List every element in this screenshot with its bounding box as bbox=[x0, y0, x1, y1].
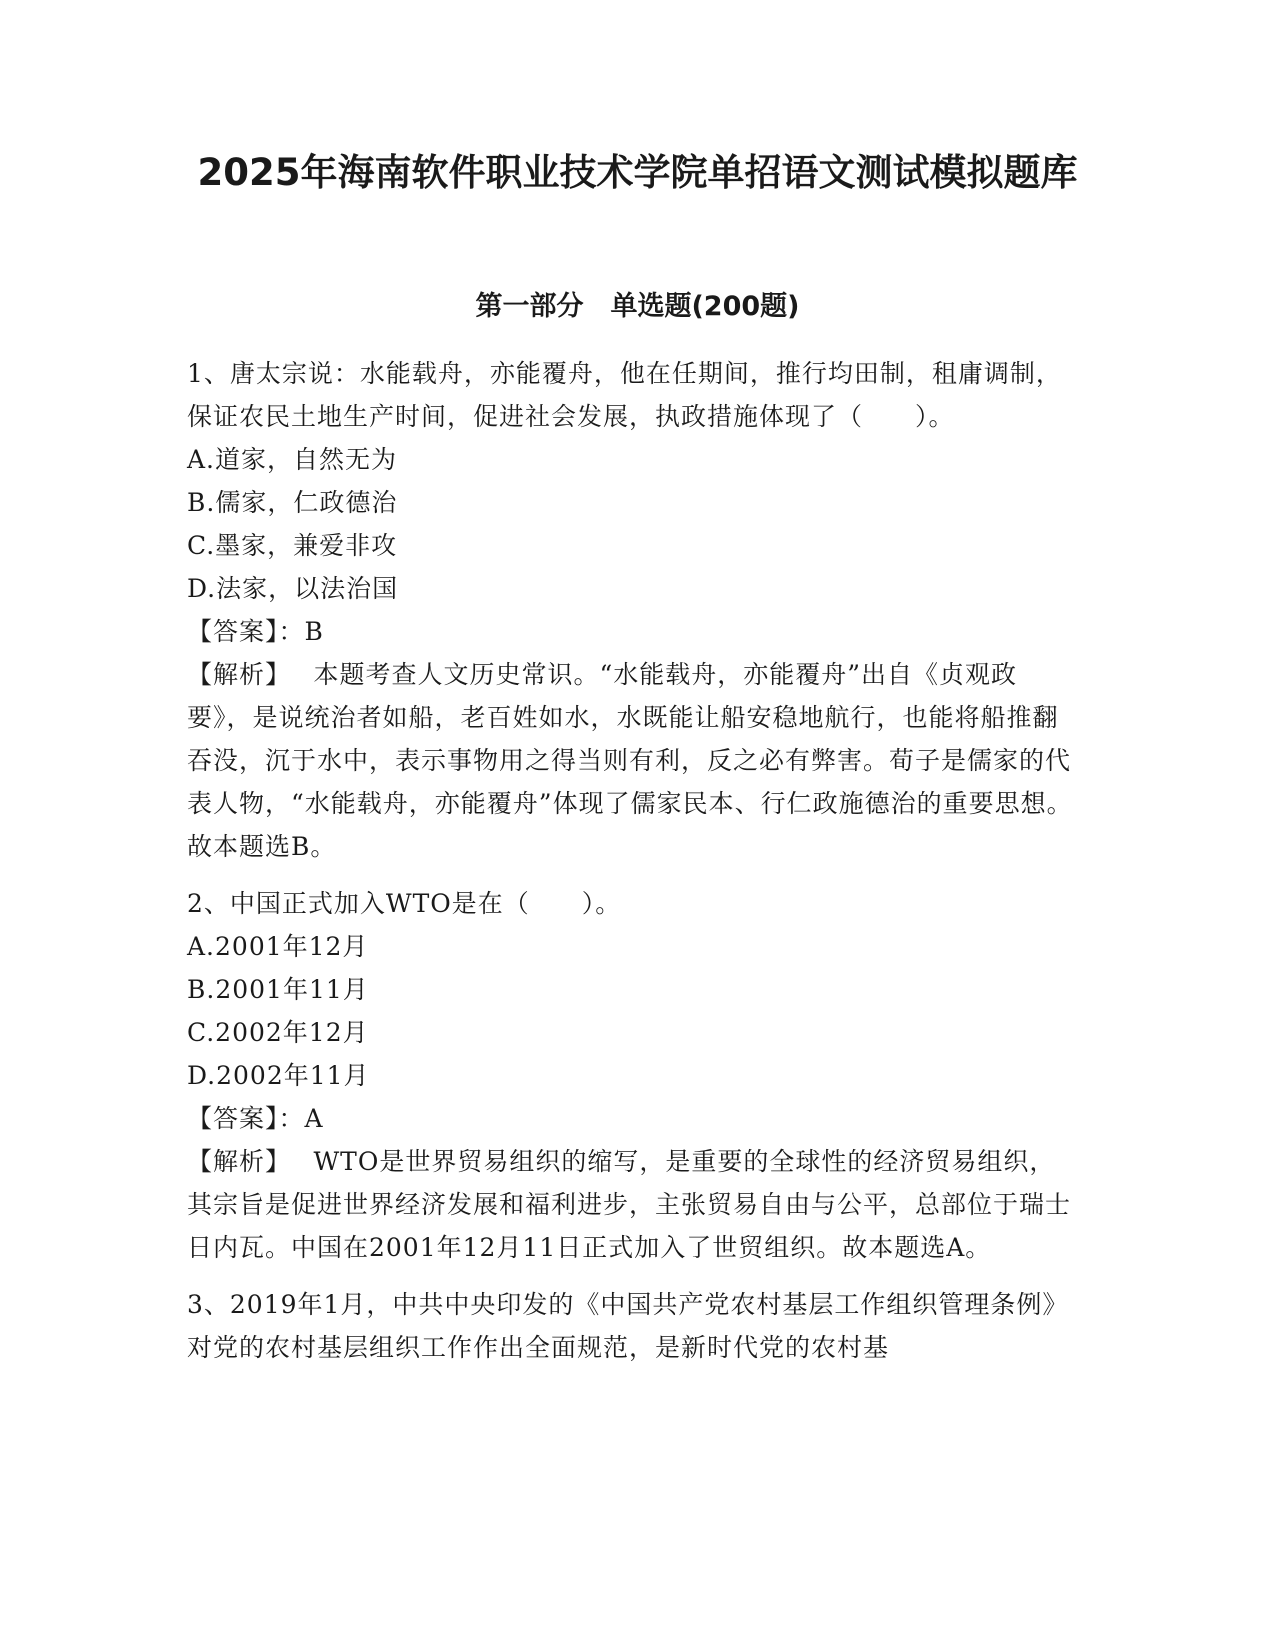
option-c: C.2002年12月 bbox=[187, 1018, 369, 1047]
option-d: D.2002年11月 bbox=[187, 1061, 370, 1090]
question-1 bbox=[187, 352, 1077, 868]
question-3 bbox=[187, 1283, 1077, 1369]
option-b: B.儒家，仁政德治 bbox=[187, 488, 398, 517]
section-title: 第一部分 单选题(200题) bbox=[475, 291, 800, 322]
option-b: B.2001年11月 bbox=[187, 975, 369, 1004]
answer-label: 【答案】： bbox=[187, 1104, 305, 1133]
analysis-text: WTO是世界贸易组织的缩写，是重要的全球性的经济贸易组织，其宗旨是促进世界经济发展和福利进步，主张贸易自由与公平，总部位于瑞士日内瓦。中国在2001年12月11日正式加入了世贸组织。故本题选A。 bbox=[187, 1147, 1072, 1262]
option-d: D.法家，以法治国 bbox=[187, 574, 399, 603]
document-title: 2025年海南软件职业技术学院单招语文测试模拟题库 bbox=[197, 151, 1078, 194]
analysis-label: 【解析】 bbox=[187, 1147, 279, 1176]
option-a: A.2001年12月 bbox=[187, 932, 369, 961]
question-stem: 2、中国正式加入WTO是在（ ）。 bbox=[187, 889, 622, 918]
analysis-paragraph bbox=[187, 1140, 1077, 1269]
answer-value: B bbox=[304, 617, 324, 646]
answer-label: 【答案】： bbox=[187, 617, 305, 646]
answer-value: A bbox=[304, 1104, 324, 1133]
analysis-text: 本题考查人文历史常识。“水能载舟，亦能覆舟”出自《贞观政要》，是说统治者如船，老百姓如水，水既能让船安稳地航行，也能将船推翻吞没，沉于水中，表示事物用之得当则有利，反之必有弊害。荀子是儒家的代表人物，“水能载舟，亦能覆舟”体现了儒家民本、行仁政施德治的重要思想。故本题选B。 bbox=[187, 660, 1073, 861]
analysis-paragraph bbox=[187, 653, 1077, 868]
question-list bbox=[187, 352, 1077, 1369]
question-stem: 1、唐太宗说：水能载舟，亦能覆舟，他在任期间，推行均田制，租庸调制，保证农民土地生产时间，促进社会发展，执政措施体现了（ ）。 bbox=[187, 359, 1062, 431]
option-a: A.道家，自然无为 bbox=[187, 445, 398, 474]
answer-line bbox=[187, 610, 1077, 653]
question-2 bbox=[187, 882, 1077, 1269]
option-c: C.墨家，兼爱非攻 bbox=[187, 531, 398, 560]
analysis-label: 【解析】 bbox=[187, 660, 279, 689]
question-stem: 3、2019年1月，中共中央印发的《中国共产党农村基层工作组织管理条例》对党的农村基层组织工作作出全面规范，是新时代党的农村基 bbox=[187, 1290, 1069, 1362]
answer-line bbox=[187, 1097, 1077, 1140]
